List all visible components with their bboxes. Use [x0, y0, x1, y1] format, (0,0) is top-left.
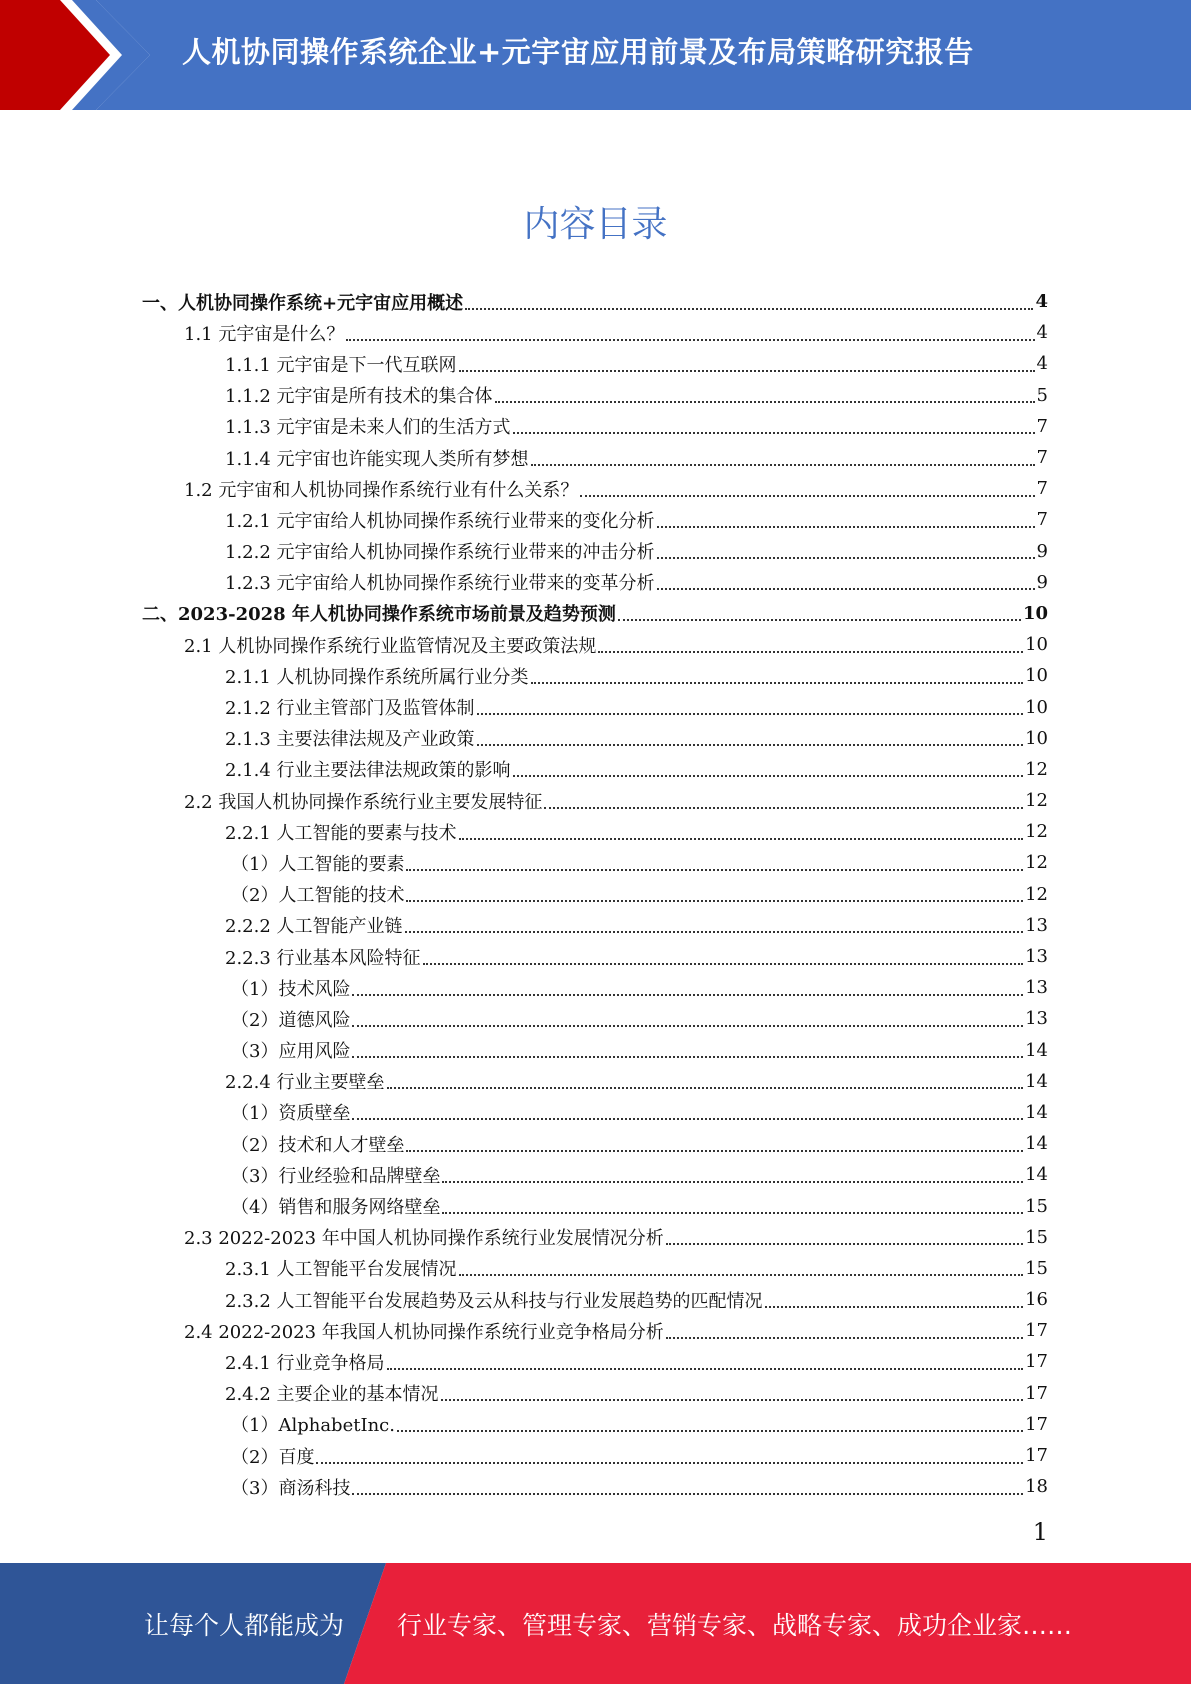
toc-dot-leader — [465, 308, 1033, 310]
toc-entry-title: 2.3.1 人工智能平台发展情况 — [225, 1259, 457, 1281]
toc-entry-page: 18 — [1025, 1476, 1048, 1498]
toc-entry[interactable] — [142, 1346, 1048, 1377]
toc-dot-leader — [477, 744, 1024, 746]
toc-entry-page: 10 — [1025, 727, 1048, 749]
toc-dot-leader — [657, 526, 1035, 528]
table-of-contents — [142, 286, 1048, 1502]
toc-entry[interactable] — [142, 380, 1048, 411]
toc-entry[interactable] — [142, 536, 1048, 567]
toc-dot-leader — [477, 713, 1024, 715]
toc-entry-title: 2.1.4 行业主要法律法规政策的影响 — [225, 760, 511, 782]
toc-dot-leader — [495, 401, 1035, 403]
toc-entry[interactable] — [142, 317, 1048, 348]
toc-entry-title: 1.1.4 元宇宙也许能实现人类所有梦想 — [225, 448, 529, 470]
toc-dot-leader — [352, 994, 1023, 996]
toc-dot-leader — [406, 1150, 1023, 1152]
toc-entry[interactable] — [142, 411, 1048, 442]
footer-slogan-right: 行业专家、管理专家、营销专家、战略专家、成功企业家…… — [397, 1610, 1073, 1640]
toc-entry-title: 2.2.2 人工智能产业链 — [225, 916, 403, 938]
toc-dot-leader — [387, 1087, 1024, 1089]
toc-entry-page: 4 — [1036, 322, 1048, 344]
toc-entry[interactable] — [142, 660, 1048, 691]
toc-entry[interactable] — [142, 847, 1048, 878]
toc-entry-page: 10 — [1025, 696, 1048, 718]
toc-entry-page: 14 — [1025, 1039, 1048, 1061]
toc-entry[interactable] — [142, 1128, 1048, 1159]
toc-entry-page: 14 — [1025, 1070, 1048, 1092]
toc-entry-title: 2.3 2022-2023 年中国人机协同操作系统行业发展情况分析 — [184, 1228, 664, 1250]
toc-entry[interactable] — [142, 1440, 1048, 1471]
toc-entry-page: 16 — [1025, 1289, 1048, 1311]
toc-dot-leader — [352, 1056, 1023, 1058]
header-band — [0, 0, 1191, 110]
toc-dot-leader — [666, 1337, 1023, 1339]
toc-dot-leader — [406, 869, 1023, 871]
toc-entry-title: 2.1.1 人机协同操作系统所属行业分类 — [225, 666, 529, 688]
toc-entry-title: （1）人工智能的要素 — [231, 853, 405, 875]
toc-entry[interactable] — [142, 1035, 1048, 1066]
toc-entry-title: （1）技术风险 — [231, 978, 351, 1000]
toc-entry[interactable] — [142, 1253, 1048, 1284]
toc-entry-page: 10 — [1025, 665, 1048, 687]
toc-entry-title: 1.1.3 元宇宙是未来人们的生活方式 — [225, 417, 511, 439]
toc-entry-title: 2.2.1 人工智能的要素与技术 — [225, 822, 457, 844]
toc-entry[interactable] — [142, 1190, 1048, 1221]
toc-entry[interactable] — [142, 1315, 1048, 1346]
report-title: 人机协同操作系统企业+元宇宙应用前景及布局策略研究报告 — [182, 34, 974, 69]
toc-entry-title: （3）应用风险 — [231, 1041, 351, 1063]
header-red-chevron — [0, 0, 150, 110]
toc-dot-leader — [441, 1399, 1024, 1401]
toc-entry-title: （2）人工智能的技术 — [231, 885, 405, 907]
toc-entry[interactable] — [142, 785, 1048, 816]
toc-entry[interactable] — [142, 286, 1048, 317]
toc-entry[interactable] — [142, 910, 1048, 941]
toc-entry-page: 12 — [1025, 821, 1048, 843]
toc-dot-leader — [397, 1430, 1023, 1432]
toc-entry-title: 一、人机协同操作系统+元宇宙应用概述 — [142, 292, 464, 314]
toc-dot-leader — [316, 1462, 1023, 1464]
toc-dot-leader — [598, 651, 1023, 653]
toc-entry-page: 14 — [1025, 1164, 1048, 1186]
toc-entry-page: 10 — [1025, 634, 1048, 656]
toc-dot-leader — [657, 557, 1035, 559]
toc-entry-title: （1）AlphabetInc. — [231, 1415, 395, 1437]
toc-entry-page: 13 — [1025, 1008, 1048, 1030]
toc-entry-page: 7 — [1036, 478, 1048, 500]
toc-entry-title: 1.2.1 元宇宙给人机协同操作系统行业带来的变化分析 — [225, 510, 655, 532]
toc-entry-page: 12 — [1025, 790, 1048, 812]
toc-dot-leader — [442, 1181, 1023, 1183]
toc-entry-title: 2.2.3 行业基本风险特征 — [225, 947, 421, 969]
toc-dot-leader — [544, 807, 1023, 809]
toc-entry-title: （3）行业经验和品牌壁垒 — [231, 1165, 441, 1187]
toc-dot-leader — [618, 619, 1021, 621]
toc-entry[interactable] — [142, 442, 1048, 473]
toc-dot-leader — [580, 495, 1034, 497]
toc-entry-title: 2.4 2022-2023 年我国人机协同操作系统行业竞争格局分析 — [184, 1321, 664, 1343]
toc-entry-page: 4 — [1036, 353, 1048, 375]
toc-dot-leader — [352, 1025, 1023, 1027]
toc-entry[interactable] — [142, 598, 1048, 629]
footer-slogan-left: 让每个人都能成为 — [144, 1610, 345, 1640]
toc-entry[interactable] — [142, 1222, 1048, 1253]
toc-entry-title: （4）销售和服务网络壁垒 — [231, 1197, 441, 1219]
toc-entry-page: 14 — [1025, 1101, 1048, 1123]
toc-dot-leader — [352, 1118, 1023, 1120]
toc-dot-leader — [406, 900, 1023, 902]
toc-entry-page: 14 — [1025, 1133, 1048, 1155]
toc-dot-leader — [531, 682, 1024, 684]
toc-dot-leader — [405, 931, 1024, 933]
toc-dot-leader — [423, 963, 1024, 965]
toc-entry[interactable] — [142, 1003, 1048, 1034]
toc-dot-leader — [459, 1274, 1024, 1276]
toc-entry-page: 13 — [1025, 946, 1048, 968]
toc-entry-page: 17 — [1025, 1320, 1048, 1342]
toc-dot-leader — [459, 370, 1035, 372]
toc-entry-page: 12 — [1025, 758, 1048, 780]
toc-dot-leader — [513, 775, 1024, 777]
toc-dot-leader — [346, 339, 1034, 341]
toc-entry[interactable] — [142, 816, 1048, 847]
toc-dot-leader — [657, 588, 1035, 590]
toc-entry-page: 4 — [1035, 291, 1048, 313]
toc-entry-title: 2.4.2 主要企业的基本情况 — [225, 1384, 439, 1406]
page-number: 1 — [1032, 1518, 1048, 1546]
toc-entry[interactable] — [142, 754, 1048, 785]
toc-entry-title: 2.4.1 行业竞争格局 — [225, 1352, 385, 1374]
toc-entry[interactable] — [142, 1159, 1048, 1190]
toc-entry-page: 15 — [1025, 1195, 1048, 1217]
toc-entry-title: 2.2.4 行业主要壁垒 — [225, 1072, 385, 1094]
toc-entry-title: 1.1.1 元宇宙是下一代互联网 — [225, 354, 457, 376]
toc-entry-title: （2）道德风险 — [231, 1009, 351, 1031]
toc-entry-page: 7 — [1036, 415, 1048, 437]
toc-dot-leader — [666, 1243, 1023, 1245]
toc-entry-title: 2.3.2 人工智能平台发展趋势及云从科技与行业发展趋势的匹配情况 — [225, 1290, 763, 1312]
toc-entry-page: 17 — [1025, 1382, 1048, 1404]
toc-entry-title: 2.2 我国人机协同操作系统行业主要发展特征 — [184, 791, 543, 813]
toc-dot-leader — [459, 838, 1024, 840]
toc-entry-title: 1.2.2 元宇宙给人机协同操作系统行业带来的冲击分析 — [225, 542, 655, 564]
toc-entry[interactable] — [142, 348, 1048, 379]
toc-entry[interactable] — [142, 1378, 1048, 1409]
toc-entry-title: （2）技术和人才壁垒 — [231, 1134, 405, 1156]
toc-dot-leader — [513, 432, 1035, 434]
toc-entry-title: 1.1 元宇宙是什么？ — [184, 323, 345, 345]
toc-entry-title: （1）资质壁垒 — [231, 1103, 351, 1125]
toc-entry[interactable] — [142, 1066, 1048, 1097]
toc-entry[interactable] — [142, 567, 1048, 598]
toc-entry-page: 17 — [1025, 1413, 1048, 1435]
toc-entry[interactable] — [142, 504, 1048, 535]
toc-entry[interactable] — [142, 972, 1048, 1003]
toc-entry-page: 10 — [1022, 602, 1048, 624]
toc-entry[interactable] — [142, 1471, 1048, 1502]
toc-entry-title: 二、2023-2028 年人机协同操作系统市场前景及趋势预测 — [142, 604, 616, 626]
toc-entry-title: 2.1.2 行业主管部门及监管体制 — [225, 698, 475, 720]
toc-dot-leader — [352, 1493, 1023, 1495]
toc-entry-page: 13 — [1025, 977, 1048, 999]
toc-entry[interactable] — [142, 629, 1048, 660]
toc-entry-title: （3）商汤科技 — [231, 1477, 351, 1499]
toc-entry-page: 9 — [1036, 540, 1048, 562]
toc-entry[interactable] — [142, 1097, 1048, 1128]
toc-entry-page: 5 — [1036, 384, 1048, 406]
toc-entry-page: 17 — [1025, 1445, 1048, 1467]
toc-dot-leader — [531, 464, 1035, 466]
toc-heading: 内容目录 — [523, 204, 668, 245]
toc-entry-page: 13 — [1025, 914, 1048, 936]
toc-dot-leader — [442, 1212, 1023, 1214]
toc-entry-title: 2.1 人机协同操作系统行业监管情况及主要政策法规 — [184, 635, 597, 657]
toc-entry-page: 17 — [1025, 1351, 1048, 1373]
toc-dot-leader — [387, 1368, 1024, 1370]
footer-band — [0, 1563, 1191, 1684]
toc-entry-page: 12 — [1025, 883, 1048, 905]
toc-entry-page: 7 — [1036, 447, 1048, 469]
toc-entry-page: 12 — [1025, 852, 1048, 874]
toc-entry-page: 9 — [1036, 571, 1048, 593]
toc-entry[interactable] — [142, 1409, 1048, 1440]
toc-entry[interactable] — [142, 879, 1048, 910]
toc-entry-page: 15 — [1025, 1257, 1048, 1279]
toc-entry-title: （2）百度 — [231, 1446, 315, 1468]
toc-entry[interactable] — [142, 1284, 1048, 1315]
toc-entry-title: 2.1.3 主要法律法规及产业政策 — [225, 729, 475, 751]
toc-entry-title: 1.2 元宇宙和人机协同操作系统行业有什么关系？ — [184, 479, 579, 501]
toc-entry[interactable] — [142, 473, 1048, 504]
toc-entry-title: 1.1.2 元宇宙是所有技术的集合体 — [225, 386, 493, 408]
toc-dot-leader — [765, 1306, 1024, 1308]
toc-entry[interactable] — [142, 691, 1048, 722]
toc-entry-page: 7 — [1036, 509, 1048, 531]
toc-entry-page: 15 — [1025, 1226, 1048, 1248]
toc-entry-title: 1.2.3 元宇宙给人机协同操作系统行业带来的变革分析 — [225, 573, 655, 595]
toc-entry[interactable] — [142, 723, 1048, 754]
toc-entry[interactable] — [142, 941, 1048, 972]
